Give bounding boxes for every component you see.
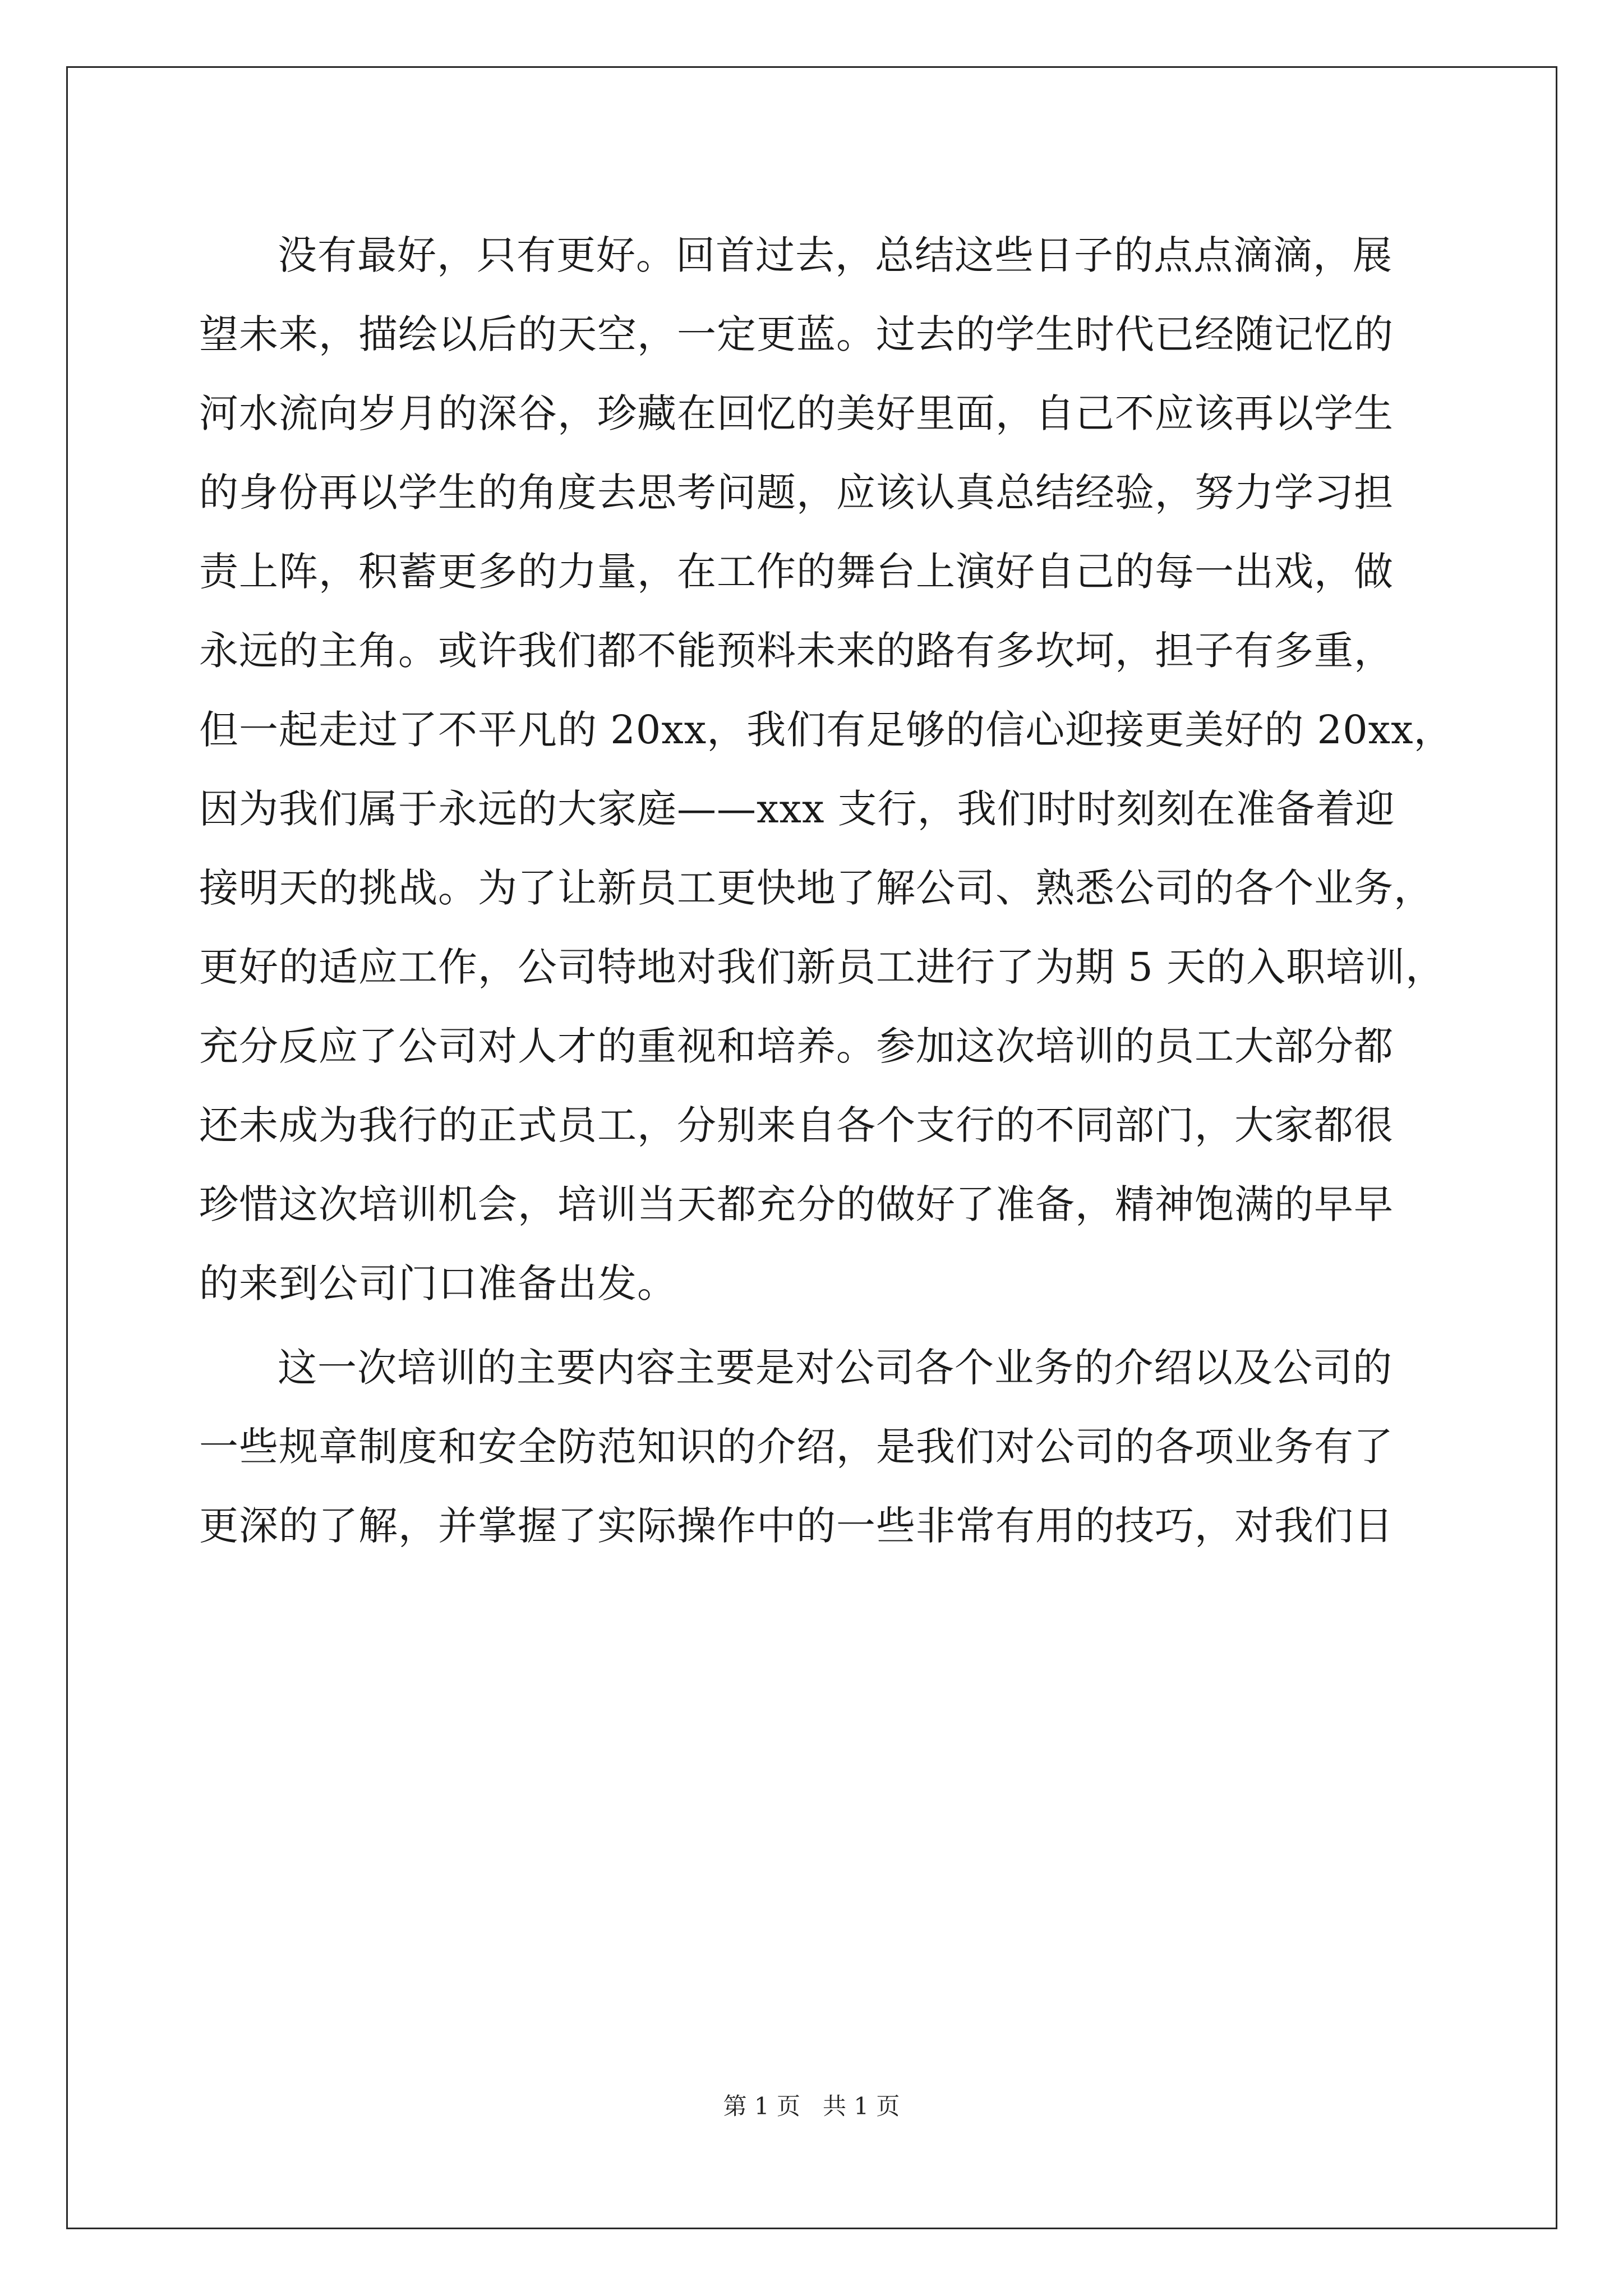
paragraph-1-line-7: 但一起走过了不平凡的 20xx，我们有足够的信心迎接更美好的 20xx，	[199, 707, 1454, 753]
paragraph-1-line-12: 还未成为我行的正式员工，分别来自各个支行的不同部门，大家都很	[199, 1102, 1394, 1148]
paragraph-2-line-3: 更深的了解，并掌握了实际操作中的一些非常有用的技巧，对我们日	[199, 1503, 1394, 1549]
paragraph-1-line-5: 责上阵，积蓄更多的力量，在工作的舞台上演好自己的每一出戏，做	[199, 549, 1394, 595]
paragraph-1-line-14: 的来到公司门口准备出发。	[199, 1260, 677, 1306]
paragraph-1-line-6: 永远的主角。或许我们都不能预料未来的路有多坎坷，担子有多重，	[199, 628, 1394, 674]
paragraph-2-line-2: 一些规章制度和安全防范知识的介绍，是我们对公司的各项业务有了	[199, 1424, 1394, 1470]
paragraph-1-line-1	[199, 216, 1438, 295]
paragraph-1-line-11: 充分反应了公司对人才的重视和培养。参加这次培训的员工大部分都	[199, 1023, 1394, 1069]
page-footer	[0, 2090, 1623, 2123]
page-number-total: 共 1 页	[823, 2092, 900, 2120]
paragraph-1-line-13: 珍惜这次培训机会，培训当天都充分的做好了准备，精神饱满的早早	[199, 1181, 1394, 1227]
paragraph-2-line-1	[199, 1328, 1438, 1407]
paragraph-1-line-9: 接明天的挑战。为了让新员工更快地了解公司、熟悉公司的各个业务，	[199, 865, 1433, 911]
document-body	[199, 216, 1454, 1566]
paragraph-1-line-8: 因为我们属于永远的大家庭——xxx 支行，我们时时刻刻在准备着迎	[199, 786, 1395, 832]
text-line: 这一次培训的主要内容主要是对公司各个业务的介绍以及公司的	[278, 1345, 1393, 1391]
text-line: 没有最好，只有更好。回首过去，总结这些日子的点点滴滴，展	[278, 232, 1393, 278]
paragraph-1-line-3: 河水流向岁月的深谷，珍藏在回忆的美好里面，自己不应该再以学生	[199, 390, 1394, 436]
page-number-current: 第 1 页	[723, 2092, 800, 2120]
paragraph-1-line-4: 的身份再以学生的角度去思考问题，应该认真总结经验，努力学习担	[199, 470, 1394, 516]
paragraph-1-line-10: 更好的适应工作，公司特地对我们新员工进行了为期 5 天的入职培训，	[199, 944, 1446, 990]
paragraph-1-line-2: 望未来，描绘以后的天空，一定更蓝。过去的学生时代已经随记忆的	[199, 311, 1394, 357]
